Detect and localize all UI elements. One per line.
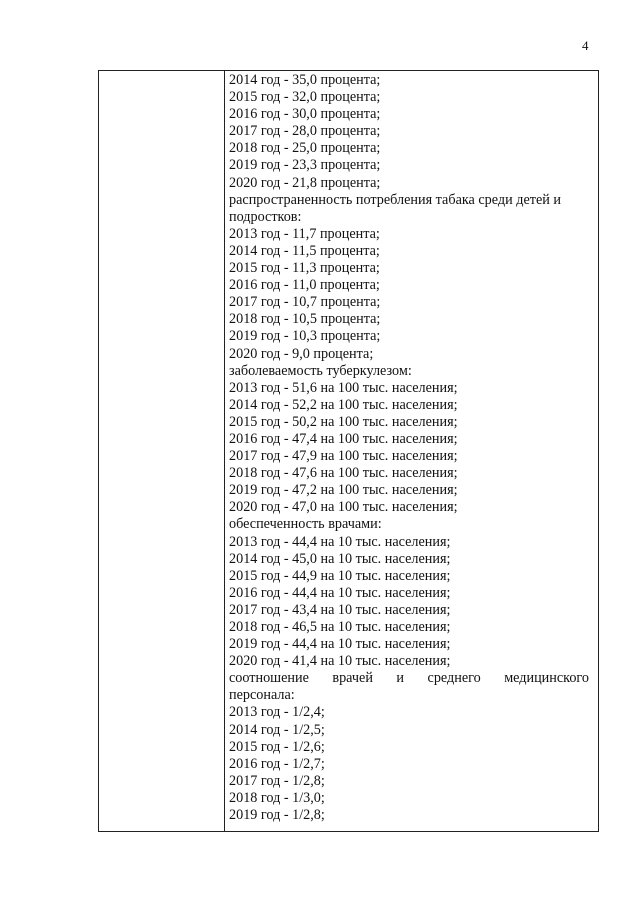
text-line: 2017 год - 28,0 процента; (229, 123, 381, 140)
text-line: 2015 год - 32,0 процента; (229, 89, 381, 106)
text-line: 2019 год - 1/2,8; (229, 807, 325, 824)
page-number: 4 (582, 38, 589, 53)
text-line: 2015 год - 50,2 на 100 тыс. населения; (229, 413, 458, 430)
text-line: 2018 год - 46,5 на 10 тыс. населения; (229, 619, 451, 635)
text-line: 2020 год - 9,0 процента; (229, 345, 374, 362)
text-line: персонала: (229, 687, 295, 704)
text-line: 2013 год - 1/2,4; (229, 704, 325, 721)
text-line: 2016 год - 11,0 процента; (229, 277, 380, 294)
text-line: 2018 год - 25,0 процента; (229, 140, 381, 157)
text-line: 2020 год - 41,4 на 10 тыс. населения; (229, 653, 451, 670)
text-line: 2014 год - 11,5 процента; (229, 242, 380, 259)
text-line: 2017 год - 47,9 на 100 тыс. населения; (229, 448, 458, 465)
text-line: заболеваемость туберкулезом: (229, 362, 412, 379)
text-line: 2014 год - 52,2 на 100 тыс. населения; (229, 396, 458, 413)
text-line: 2015 год - 1/2,6; (229, 738, 325, 755)
text-line: 2013 год - 11,7 процента; (229, 225, 380, 242)
text-line: обеспеченность врачами: (229, 516, 382, 533)
text-line: 2016 год - 1/2,7; (229, 755, 325, 772)
text-line: 2020 год - 21,8 процента; (229, 174, 381, 191)
left-column-cell (99, 71, 223, 831)
text-line: 2014 год - 35,0 процента; (229, 72, 381, 88)
text-line: 2016 год - 30,0 процента; (229, 106, 381, 123)
text-line: 2016 год - 44,4 на 10 тыс. населения; (229, 584, 451, 601)
text-line: 2020 год - 47,0 на 100 тыс. населения; (229, 499, 458, 516)
text-line: 2015 год - 44,9 на 10 тыс. населения; (229, 567, 451, 584)
text-line: 2013 год - 44,4 на 10 тыс. населения; (229, 533, 451, 550)
column-divider (224, 70, 225, 832)
text-line: 2018 год - 1/3,0; (229, 789, 325, 806)
text-line: подростков: (229, 208, 302, 225)
text-line: 2018 год - 10,5 процента; (229, 311, 381, 328)
text-line: 2017 год - 43,4 на 10 тыс. населения; (229, 601, 451, 618)
text-line: 2017 год - 1/2,8; (229, 772, 325, 789)
text-line: 2017 год - 10,7 процента; (229, 294, 381, 311)
text-line: 2018 год - 47,6 на 100 тыс. населения; (229, 465, 458, 482)
right-column-cell (229, 72, 589, 824)
text-line: 2014 год - 45,0 на 10 тыс. населения; (229, 550, 451, 567)
text-line: 2016 год - 47,4 на 100 тыс. населения; (229, 430, 458, 447)
text-line: 2019 год - 47,2 на 100 тыс. населения; (229, 482, 458, 499)
text-line: 2015 год - 11,3 процента; (229, 260, 380, 277)
text-line: 2014 год - 1/2,5; (229, 721, 325, 738)
text-line: 2013 год - 51,6 на 100 тыс. населения; (229, 379, 458, 396)
text-line: 2019 год - 44,4 на 10 тыс. населения; (229, 636, 451, 653)
text-line: соотношение врачей и среднего медицинского (229, 670, 589, 687)
text-line: распространенность потребления табака среди детей и (229, 191, 561, 208)
text-line: 2019 год - 10,3 процента; (229, 328, 381, 345)
text-line: 2019 год - 23,3 процента; (229, 157, 381, 174)
